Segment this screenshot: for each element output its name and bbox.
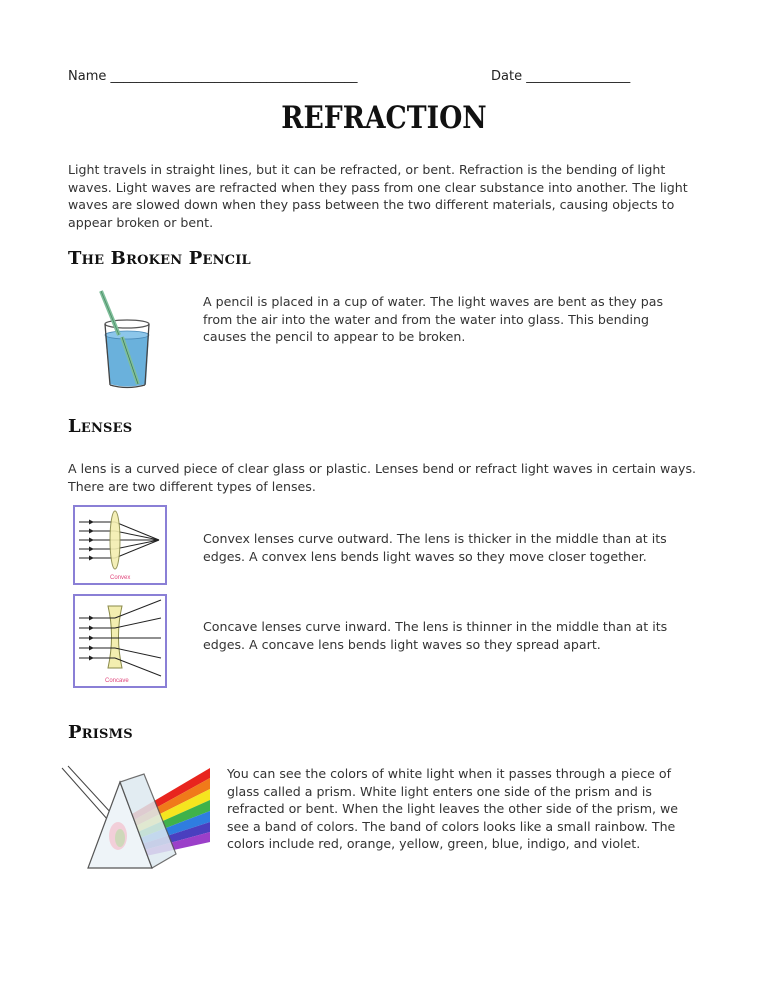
heading-lenses: Lenses [68, 416, 133, 437]
convex-lens-diagram [73, 505, 167, 585]
date-field [491, 69, 630, 84]
pencil-in-water-illustration [92, 288, 162, 394]
concave-paragraph: Concave lenses curve inward. The lens is thinner in the middle than at its edges. A concave lens bends light waves so they spread apart. [203, 619, 668, 652]
concave-caption: Concave [105, 678, 129, 684]
name-label: Name [68, 69, 107, 84]
intro-paragraph: Light travels in straight lines, but it can be refracted, or bent. Refraction is the bending of light waves. Light waves are refracted when they pass from one clear substance into another. The light waves are slowed down when they pass between the two different materials, causing objects to appear broken or bent. [68, 162, 688, 230]
prism-illustration [60, 764, 216, 876]
concave-lens-graphic [75, 596, 165, 686]
pencil-paragraph: A pencil is placed in a cup of water. The light waves are bent as they pas from the air into the water and from the water into glass. This bending causes the pencil to appear to be broken. [203, 294, 664, 344]
heading-prisms: Prisms [68, 722, 133, 743]
name-field [68, 69, 358, 84]
convex-lens-graphic [75, 507, 165, 583]
heading-broken-pencil: The Broken Pencil [68, 248, 251, 269]
convex-caption: Convex [110, 575, 131, 581]
prisms-paragraph: You can see the colors of white light when it passes through a piece of glass called a prism. White light enters one side of the prism and is refracted or bent. When the light leaves the other side of the prism, we see a band of colors. The band of colors looks like a small rainbow. The colors include red, orange, yellow, green, blue, indigo, and violet. [227, 766, 679, 851]
page-title: REFRACTION [281, 100, 487, 136]
lenses-intro-paragraph: A lens is a curved piece of clear glass or plastic. Lenses bend or refract light waves in certain ways. There are two different types of lenses. [68, 461, 697, 494]
convex-paragraph: Convex lenses curve outward. The lens is thicker in the middle than at its edges. A convex lens bends light waves so they move closer together. [203, 531, 667, 564]
date-label: Date [491, 69, 523, 84]
concave-lens-diagram [73, 594, 167, 688]
name-line: ______________________________________ [110, 69, 358, 84]
date-line: ________________ [526, 69, 631, 84]
